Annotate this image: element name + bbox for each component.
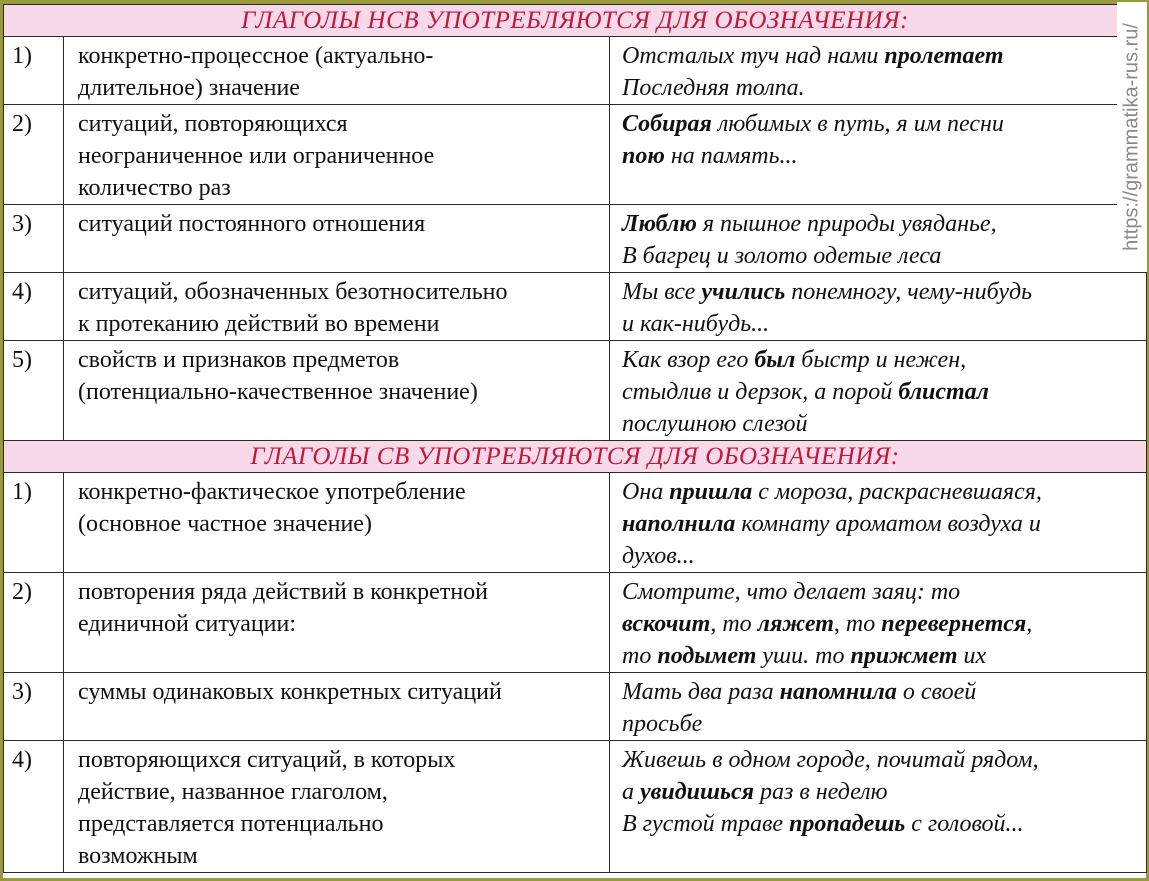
site-watermark — [1117, 2, 1147, 272]
example-line — [622, 744, 1140, 776]
highlighted-verb: Люблю — [622, 211, 697, 237]
example-line — [622, 376, 1140, 408]
highlighted-verb: напомнила — [779, 679, 897, 705]
example-line — [622, 344, 1140, 376]
literary-example — [610, 37, 1147, 105]
section-header-row — [4, 441, 1147, 473]
example-line — [622, 640, 1140, 672]
example-line — [622, 408, 1140, 440]
example-text: уши. то — [756, 643, 851, 669]
table-body — [4, 5, 1147, 873]
example-line — [622, 72, 1140, 104]
description-line: свойств и признаков предметов — [78, 347, 400, 373]
table-row — [4, 341, 1147, 441]
verb-aspect-table — [3, 4, 1147, 873]
example-line — [622, 240, 1140, 272]
highlighted-verb: вскочит — [622, 611, 711, 637]
example-text: Как взор его — [622, 347, 755, 373]
example-text: Живешь в одном городе, почитай рядом, — [622, 747, 1039, 773]
example-text: , — [1026, 611, 1033, 637]
description-line: возможным — [78, 843, 198, 869]
description-line: ситуаций постоянного отношения — [78, 211, 426, 237]
example-text: Мы все — [622, 279, 702, 305]
highlighted-verb: был — [754, 347, 796, 373]
example-line — [622, 608, 1140, 640]
example-line — [622, 308, 1140, 340]
example-text: , то — [710, 611, 758, 637]
literary-example — [610, 573, 1147, 673]
description-line: ситуаций, обозначенных безотносительно — [78, 279, 508, 305]
highlighted-verb: увидишься — [640, 779, 754, 805]
example-text: , то — [833, 611, 882, 637]
example-text: В густой траве — [622, 811, 790, 837]
example-text: любимых в путь, я им песни — [711, 111, 1004, 137]
highlighted-verb: учились — [701, 279, 786, 305]
literary-example — [610, 205, 1147, 273]
example-text: я пышное природы увяданье, — [696, 211, 997, 237]
example-text: Последняя толпа. — [622, 75, 805, 101]
section-title: ГЛАГОЛЫ НСВ УПОТРЕБЛЯЮТСЯ ДЛЯ ОБОЗНАЧЕНИЯ: — [4, 5, 1147, 37]
highlighted-verb: перевернется — [881, 611, 1027, 637]
table-row — [4, 273, 1147, 341]
example-line — [622, 576, 1140, 608]
example-text: духов... — [622, 543, 695, 569]
table-row — [4, 205, 1147, 273]
literary-example — [610, 105, 1147, 205]
grammar-table-page — [3, 4, 1146, 878]
highlighted-verb: ляжет — [757, 611, 834, 637]
example-text: В багрец и золото одетые леса — [622, 243, 942, 269]
highlighted-verb: пою — [622, 143, 665, 169]
example-line — [622, 508, 1140, 540]
description-line: (основное частное значение) — [78, 511, 372, 537]
example-text: стыдлив и дерзок, а порой — [622, 379, 899, 405]
description-line: представляется потенциально — [78, 811, 384, 837]
table-row — [4, 105, 1147, 205]
meaning-description — [64, 205, 610, 273]
row-number: 1) — [4, 37, 64, 105]
example-line — [622, 276, 1140, 308]
row-number: 2) — [4, 573, 64, 673]
row-number: 1) — [4, 473, 64, 573]
example-text: с мороза, раскрасневшаяся, — [752, 479, 1042, 505]
row-number: 3) — [4, 673, 64, 741]
table-row — [4, 573, 1147, 673]
highlighted-verb: пролетает — [884, 43, 1004, 69]
table-row — [4, 473, 1147, 573]
literary-example — [610, 741, 1147, 873]
example-text: Мать два раза — [622, 679, 780, 705]
example-text: Она — [622, 479, 670, 505]
example-text: комнату ароматом воздуха и — [735, 511, 1041, 537]
meaning-description — [64, 273, 610, 341]
description-line: к протеканию действий во времени — [78, 311, 440, 337]
description-line: неограниченное или ограниченное — [78, 143, 435, 169]
highlighted-verb: подымет — [657, 643, 757, 669]
example-text: раз в неделю — [753, 779, 888, 805]
row-number: 3) — [4, 205, 64, 273]
meaning-description — [64, 105, 610, 205]
literary-example — [610, 673, 1147, 741]
example-text: Смотрите, что делает заяц: то — [622, 579, 961, 605]
meaning-description — [64, 573, 610, 673]
example-line — [622, 40, 1140, 72]
table-row — [4, 673, 1147, 741]
description-line: повторения ряда действий в конкретной — [78, 579, 489, 605]
description-line: (потенциально-качественное значение) — [78, 379, 478, 405]
example-text: с головой... — [905, 811, 1024, 837]
example-line — [622, 108, 1140, 140]
meaning-description — [64, 37, 610, 105]
meaning-description — [64, 673, 610, 741]
example-line — [622, 140, 1140, 172]
example-line — [622, 540, 1140, 572]
row-number: 2) — [4, 105, 64, 205]
highlighted-verb: блистал — [898, 379, 989, 405]
example-text: то — [622, 643, 658, 669]
example-text: о своей — [896, 679, 977, 705]
section-header-row — [4, 5, 1147, 37]
meaning-description — [64, 341, 610, 441]
table-row — [4, 741, 1147, 873]
example-text: а — [622, 779, 640, 805]
example-line — [622, 476, 1140, 508]
example-text: быстр и нежен, — [795, 347, 967, 373]
table-row — [4, 37, 1147, 105]
literary-example — [610, 341, 1147, 441]
description-line: действие, названное глаголом, — [78, 779, 388, 805]
example-line — [622, 208, 1140, 240]
description-line: повторяющихся ситуаций, в которых — [78, 747, 456, 773]
watermark-text: https://grammatika-rus.ru/ — [1120, 23, 1143, 251]
example-line — [622, 676, 1140, 708]
example-text: и как-нибудь... — [622, 311, 770, 337]
row-number: 4) — [4, 741, 64, 873]
example-line — [622, 776, 1140, 808]
description-line: длительное) значение — [78, 75, 300, 101]
row-number: 4) — [4, 273, 64, 341]
highlighted-verb: Собирая — [622, 111, 712, 137]
section-title: ГЛАГОЛЫ СВ УПОТРЕБЛЯЮТСЯ ДЛЯ ОБОЗНАЧЕНИЯ: — [4, 441, 1147, 473]
literary-example — [610, 473, 1147, 573]
highlighted-verb: прижмет — [850, 643, 958, 669]
example-text: на память... — [664, 143, 798, 169]
highlighted-verb: пропадешь — [789, 811, 906, 837]
highlighted-verb: пришла — [669, 479, 753, 505]
row-number: 5) — [4, 341, 64, 441]
literary-example — [610, 273, 1147, 341]
description-line: суммы одинаковых конкретных ситуаций — [78, 679, 502, 705]
description-line: конкретно-процессное (актуально- — [78, 43, 434, 69]
example-text: просьбе — [622, 711, 703, 737]
description-line: количество раз — [78, 175, 231, 201]
example-line — [622, 808, 1140, 840]
description-line: конкретно-фактическое употребление — [78, 479, 466, 505]
example-text: понемногу, чему-нибудь — [785, 279, 1033, 305]
example-line — [622, 708, 1140, 740]
description-line: единичной ситуации: — [78, 611, 297, 637]
meaning-description — [64, 741, 610, 873]
example-text: послушною слезой — [622, 411, 808, 437]
example-text: Отсталых туч над нами — [622, 43, 885, 69]
highlighted-verb: наполнила — [622, 511, 736, 537]
description-line: ситуаций, повторяющихся — [78, 111, 348, 137]
meaning-description — [64, 473, 610, 573]
example-text: их — [957, 643, 987, 669]
